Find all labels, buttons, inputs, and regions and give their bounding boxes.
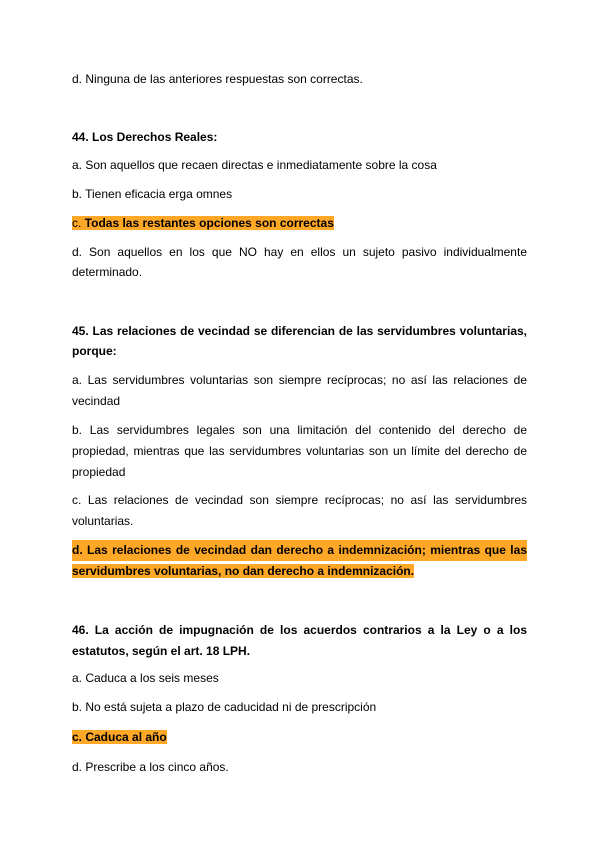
question-44-option-a: a. Son aquellos que recaen directas e inmediatamente sobre la cosa [72,158,437,172]
question-45-correct-answer-line-2-text: servidumbres voluntarias, no dan derecho a indemnización. [72,564,415,578]
question-44-title: 44. Los Derechos Reales: [72,130,218,144]
question-45-option-b-line-1: b. Las servidumbres legales son una limitación del contenido del derecho de [72,423,527,437]
question-46-option-d: d. Prescribe a los cinco años. [72,760,229,774]
question-46-option-c [72,727,527,748]
question-46-option-b: b. No está sujeta a plazo de caducidad ni de prescripción [72,700,377,714]
question-45-title-line-1: 45. Las relaciones de vecindad se diferencian de las servidumbres voluntarias, [72,324,527,338]
question-45-option-a-line-2: vecindad [72,394,121,408]
question-44-option-d-line-2: determinado. [72,265,143,279]
question-44-option-c [72,213,527,234]
question-46-title-line-1: 46. La acción de impugnación de los acuerdos contrarios a la Ley o a los [72,623,527,637]
question-44-option-d-line-1: d. Son aquellos en los que NO hay en ellos un sujeto pasivo individualmente [72,245,527,259]
question-45-option-c-line-1: c. Las relaciones de vecindad son siempre recíprocas; no así las servidumbres [72,493,527,507]
question-44-correct-answer: Todas las restantes opciones son correctas [84,216,334,230]
question-45-option-c-line-2: voluntarias. [72,514,134,528]
question-45-option-a-line-1: a. Las servidumbres voluntarias son siempre recíprocas; no así las relaciones de [72,373,527,387]
question-45-correct-answer-line-2 [72,561,527,582]
prev-option-d: d. Ninguna de las anteriores respuestas son correctas. [72,72,363,86]
question-45-correct-answer-line-1: d. Las relaciones de vecindad dan derecho a indemnización; mientras que las [72,540,527,561]
question-46-title-line-2: estatutos, según el art. 18 LPH. [72,644,251,658]
question-44-option-c-prefix: c. [72,216,85,230]
question-46-correct-answer: c. Caduca al año [72,730,167,744]
question-44-option-b: b. Tienen eficacia erga omnes [72,187,233,201]
question-45-option-b-line-3: propiedad [72,465,126,479]
question-46-option-a: a. Caduca a los seis meses [72,671,219,685]
question-45-option-b-line-2: propiedad, mientras que las servidumbres voluntarias son un límite del derecho de [72,444,527,458]
question-45-title-line-2: porque: [72,344,117,358]
